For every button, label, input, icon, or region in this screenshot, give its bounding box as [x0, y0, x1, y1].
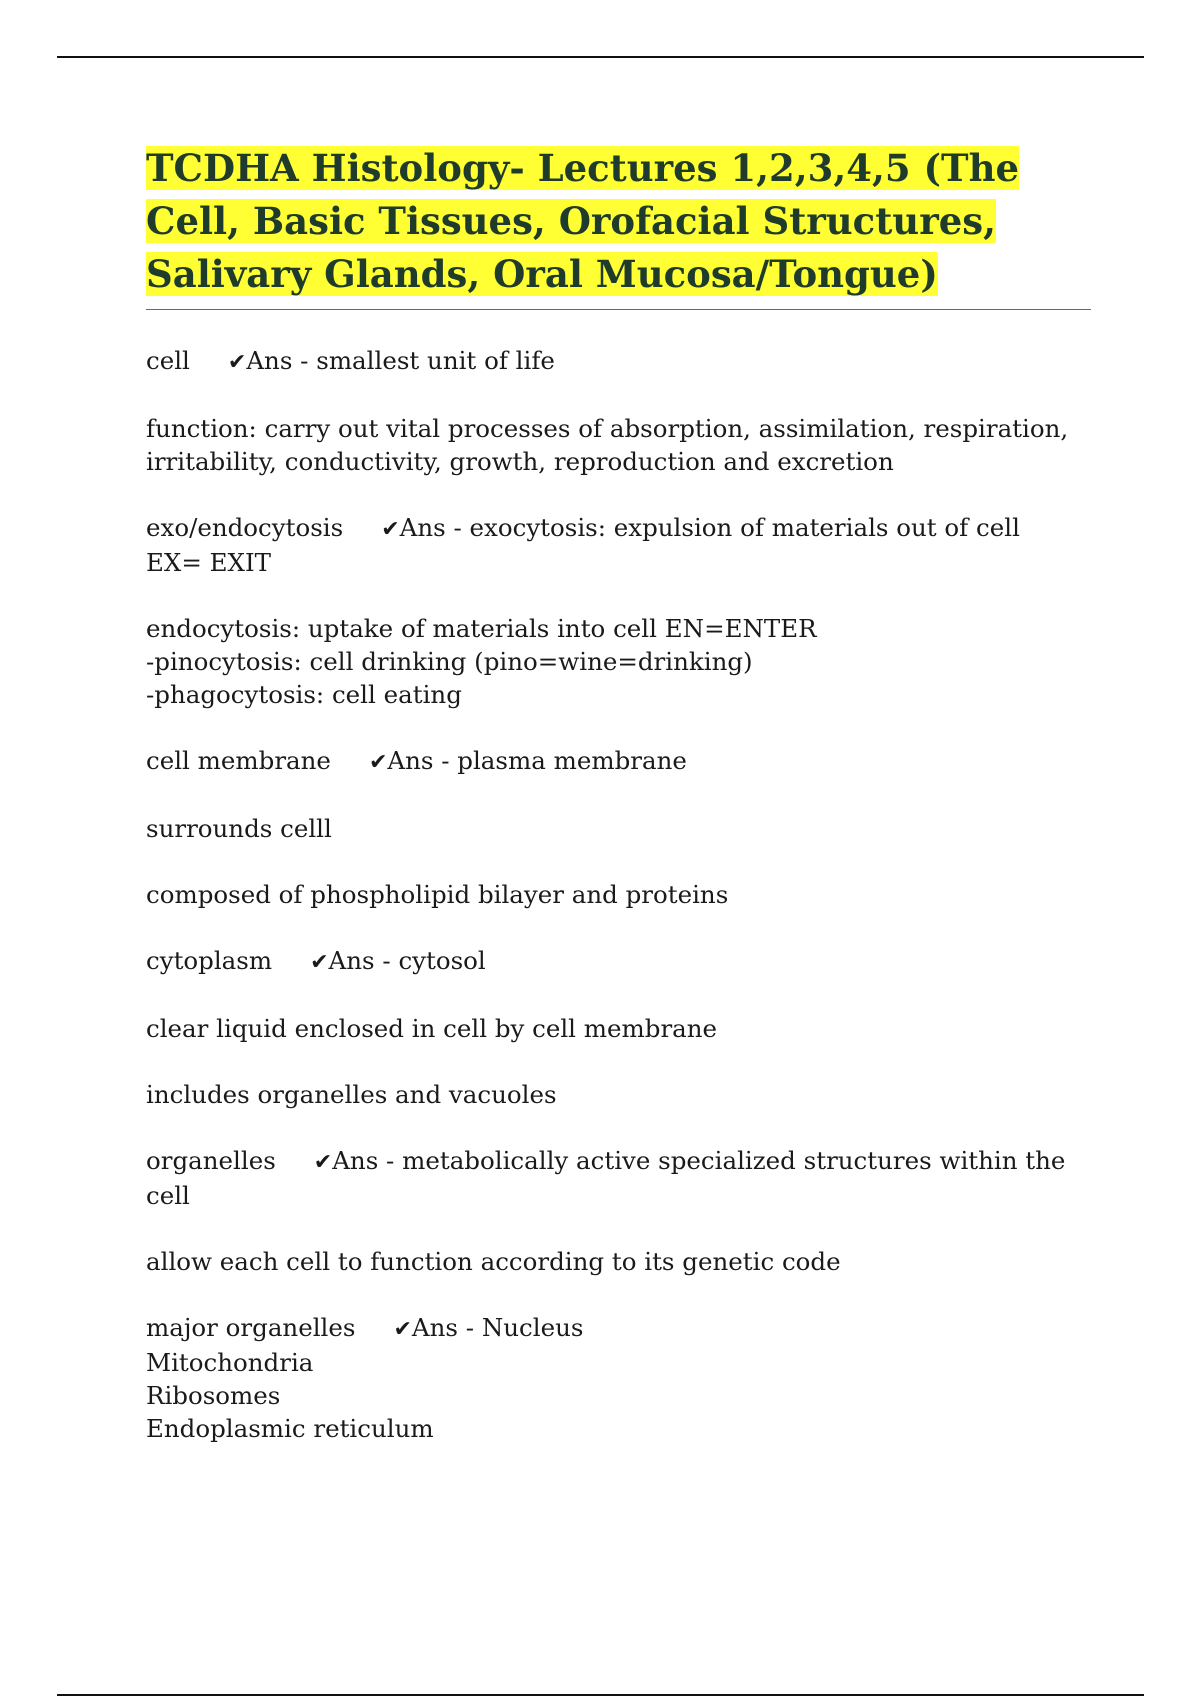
term: cell membrane [146, 746, 331, 775]
flashcard-entry [146, 1311, 1091, 1445]
flashcard-entry [146, 511, 1091, 579]
check-mark-icon: ✔ [381, 517, 400, 542]
term: major organelles [146, 1313, 356, 1342]
flashcard-entry [146, 944, 1091, 979]
header-rule [57, 56, 1144, 58]
check-mark-icon: ✔ [368, 750, 388, 775]
answer: plasma membrane [457, 746, 687, 775]
entry-note: surrounds celll [146, 814, 332, 843]
entry-note: endocytosis: uptake of materials into cell EN=ENTER -pinocytosis: cell drinking (pino=wine=drinking) -phagocytosis: cell eating [146, 614, 817, 709]
answer: cytosol [398, 946, 486, 975]
answer-label: Ans - [399, 513, 470, 542]
answer: metabolically active specialized structures within the cell [146, 1146, 1066, 1210]
entry-note: clear liquid enclosed in cell by cell membrane [146, 1014, 718, 1043]
answer: Nucleus Mitochondria Ribosomes Endoplasmic reticulum [146, 1313, 584, 1443]
answer: exocytosis: expulsion of materials out of cell EX= EXIT [146, 513, 1020, 577]
footer-rule [57, 1694, 1144, 1696]
term: exo/endocytosis [146, 513, 344, 542]
answer: smallest unit of life [316, 346, 555, 375]
flashcard-entry [146, 344, 1091, 379]
document-title [146, 142, 1091, 310]
flashcard-entry [146, 1144, 1091, 1212]
answer-label: Ans - [246, 346, 317, 375]
term: cytoplasm [146, 946, 273, 975]
answer-label: Ans - [411, 1313, 482, 1342]
answer-label: Ans - [332, 1146, 403, 1175]
document-body [146, 142, 1091, 1478]
check-mark-icon: ✔ [227, 350, 247, 375]
flashcard-list [146, 344, 1091, 1445]
answer-label: Ans - [328, 946, 399, 975]
term: cell [146, 346, 190, 375]
check-mark-icon: ✔ [313, 1150, 333, 1175]
entry-note: function: carry out vital processes of absorption, assimilation, respiration, irritability, conductivity, growth, reproduction and excretion [146, 414, 1069, 476]
term: organelles [146, 1146, 276, 1175]
document-title-text: TCDHA Histology- Lectures 1,2,3,4,5 (The Cell, Basic Tissues, Orofacial Structures, Salivary Glands, Oral Mucosa/Tongue) [146, 146, 1020, 296]
check-mark-icon: ✔ [393, 1317, 412, 1342]
check-mark-icon: ✔ [310, 950, 329, 975]
answer-label: Ans - [387, 746, 458, 775]
flashcard-entry [146, 744, 1091, 779]
entry-note: allow each cell to function according to its genetic code [146, 1247, 841, 1276]
entry-note: includes organelles and vacuoles [146, 1080, 557, 1109]
entry-note: composed of phospholipid bilayer and proteins [146, 880, 729, 909]
